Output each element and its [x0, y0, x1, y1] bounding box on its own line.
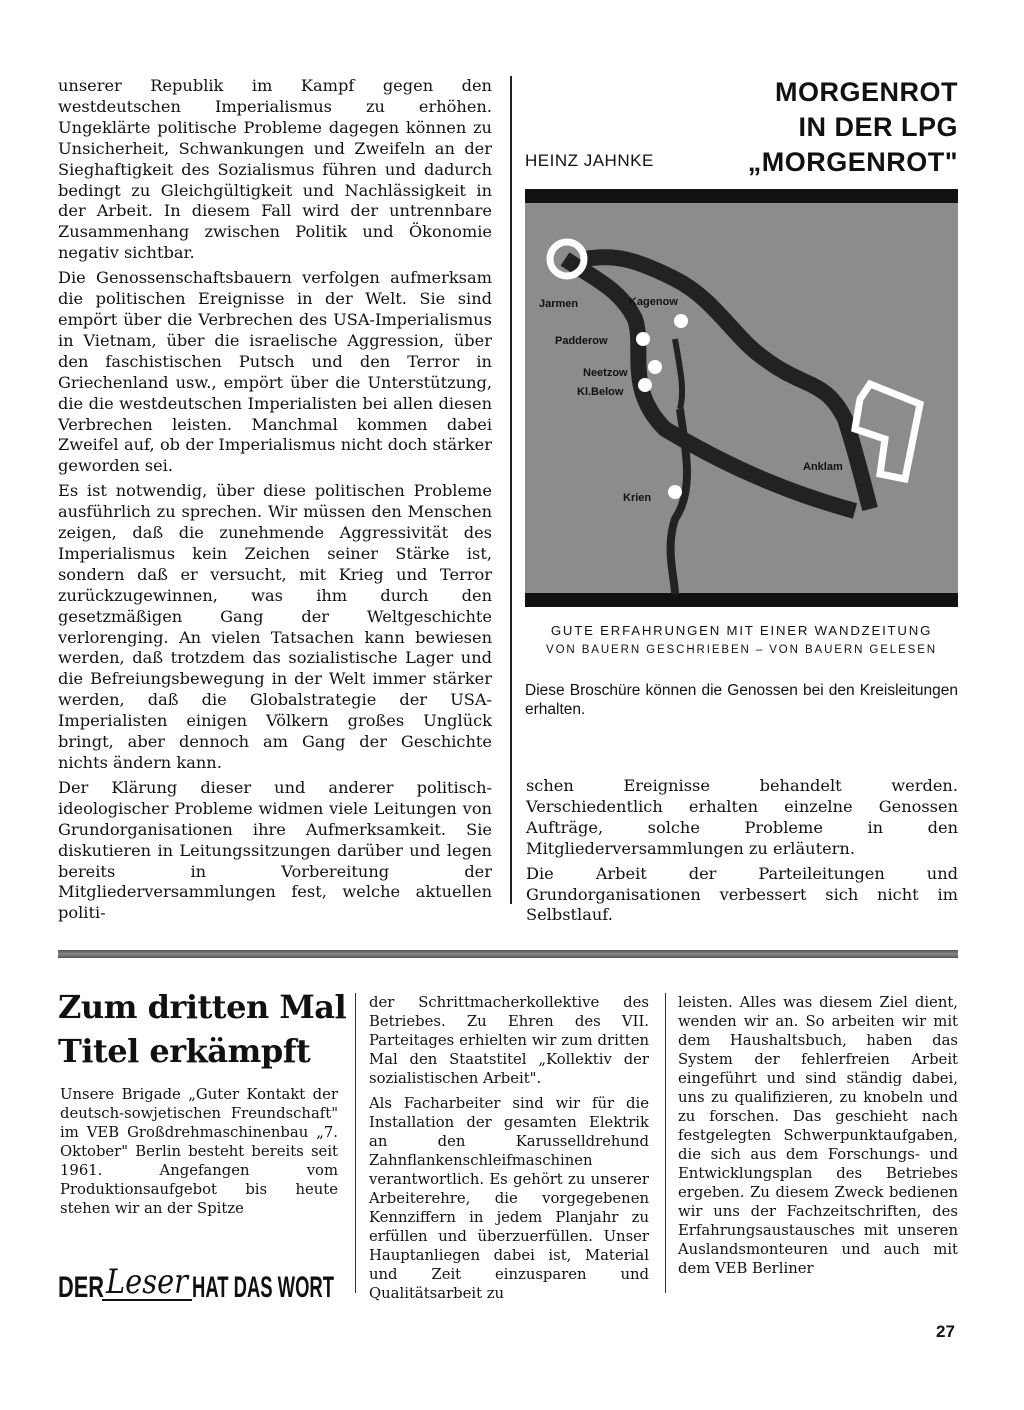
logo-script: Leser [105, 1262, 190, 1302]
map-label: Padderow [555, 335, 608, 347]
article-title-line: Titel erkämpft [58, 1032, 311, 1070]
map-label: Neetzow [583, 367, 628, 379]
map-top-bar [525, 189, 958, 203]
padderow-marker [636, 332, 650, 346]
paragraph: Die Genossenschaftsbauern verfolgen aufmerksam die politischen Ereignisse in der Welt. Sie sind empört über die Verbrechen des USA-Imperialismus in Vietnam, über die israelische Aggression, über den faschistischen Putsch und den Terror in Griechenland usw., empört über die Unterstützung, die die westdeutschen Imperialisten bei allen diesen Verbrechen leisten. Manchmal kommen dabei Zweifel auf, ob der Imperialismus nicht doch stärker geworden sei. [58, 268, 492, 476]
paragraph: Die Arbeit der Parteileitungen und Grundorganisationen verbessert sich nicht im Selbstlauf. [526, 863, 958, 925]
brochure-subcaption: VON BAUERN GESCHRIEBEN – VON BAUERN GELESEN [546, 644, 937, 656]
brochure-title-line: MORGENROT [775, 77, 958, 107]
logo-text: DER [58, 1271, 105, 1304]
author-name: HEINZ JAHNKE [525, 151, 654, 170]
article-column [369, 993, 649, 1309]
map-label: Anklam [803, 461, 843, 473]
brochure-caption: GUTE ERFAHRUNGEN MIT EINER WANDZEITUNG [550, 623, 933, 638]
left-column [58, 76, 492, 928]
article-title [58, 985, 348, 1073]
right-column [526, 776, 958, 930]
paragraph: schen Ereignisse behandelt werden. Verschiedentlich erhalten einzelne Genossen Aufträge, solche Probleme in den Mitgliederversammlungen zu erläutern. [526, 776, 958, 858]
page-number: 27 [936, 1322, 955, 1341]
brochure-title-line: „MORGENROT" [747, 147, 958, 177]
map-label: Jarmen [539, 298, 579, 310]
map-label: Kl.Below [577, 386, 624, 398]
paragraph: der Schrittmacherkollektive des Betriebes. Zu Ehren des VII. Parteitages erhielten wir zum dritten Mal den Staatstitel „Kollektiv der sozialistischen Arbeit". [369, 994, 649, 1087]
logo-text: HAT DAS WORT [192, 1271, 334, 1304]
map-label: Krien [623, 492, 652, 504]
brochure-box [525, 77, 958, 737]
paragraph: Als Facharbeiter sind wir für die Installation der gesamten Elektrik an den Karusselldrehund Zahnflankenschleifmaschinen verantwortlich. Es gehört zu unserer Arbeiterehre, die vorgegebenen Kennziffern in jedem Planjahr zu erfüllen und überzuerfüllen. Unser Hauptanliegen dabei ist, Material und Zeit einzusparen und Qualitätsarbeit zu [369, 1095, 649, 1302]
column-divider [355, 993, 356, 1293]
article-column: leisten. Alles was diesem Ziel dient, wenden wir an. So arbeiten wir mit dem Haushaltsbuch, haben das System der fehlerfreien Arbeit eingeführt und sind ständig dabei, uns zu qualifizieren, zu knobeln und zu forschen. Das geschieht nach festgelegten Schwerpunktaufgaben, die sich aus dem Forschungs- und Entwicklungsplan des Betriebes ergeben. Zu diesem Zweck bedienen wir uns der Fachzeitschriften, des Erfahrungsaustausches mit unseren Auslandsmonteuren und auch mit dem VEB Berliner [678, 994, 958, 1277]
section-divider [58, 950, 958, 958]
krien-marker [668, 485, 682, 499]
neetzow-marker [648, 360, 662, 374]
route-map [525, 189, 958, 694]
map-label: Kagenow [629, 296, 678, 308]
brochure-title-line: IN DER LPG [798, 112, 958, 142]
klbelow-marker [638, 378, 652, 392]
column-divider [510, 76, 512, 904]
map-bottom-bar [525, 593, 958, 607]
kagenow-marker [674, 314, 688, 328]
paragraph: Es ist notwendig, über diese politischen Probleme ausführlich zu sprechen. Wir müssen den Menschen zeigen, daß die zunehmende Aggressivität des Imperialismus kein Zeichen seiner Stärke ist, sondern daß er versucht, mit Krieg und Terror zurückzugewinnen, was ihm durch den gesetzmäßigen Gang der Weltgeschichte verlorenging. An vielen Tatsachen kann bewiesen werden, daß trotzdem das sozialistische Lager und die Befreiungsbewegung in der Welt immer stärker werden, daß die Globalstrategie der USA-Imperialisten einigen Völkern großes Unglück bringt, aber dennoch am Gang der Geschichte nichts ändern kann. [58, 481, 492, 772]
brochure-note: Diese Broschüre können die Genossen bei den Kreisleitungen erhalten. [525, 682, 958, 718]
article-title-line: Zum dritten Mal [58, 988, 347, 1026]
paragraph: Der Klärung dieser und anderer politisch-ideologischer Probleme widmen viele Leitungen von Grundorganisationen ihre Aufmerksamkeit. Sie diskutieren in Leitungssitzungen darüber und legen bereits in Vorbereitung der Mitgliederversammlungen fest, welche aktuellen politi- [58, 777, 492, 923]
article-intro: Unsere Brigade „Guter Kontakt der deutsch-sowjetischen Freundschaft" im VEB Großdrehmaschinenbau „7. Oktober" Berlin besteht bereits seit 1961. Angefangen vom Produktionsaufgebot bis heute stehen wir an der Spitze [60, 1086, 338, 1217]
paragraph: unserer Republik im Kampf gegen den westdeutschen Imperialismus zu erhöhen. Ungeklärte politische Probleme dagegen können zu Unsicherheit, Schwankungen und Zweifeln an der Sieghaftigkeit des Sozialismus führen und dadurch bedingt zu Gleichgültigkeit und Nachlässigkeit in der Arbeit. In diesem Fall wird der untrennbare Zusammenhang zwischen Politik und Ökonomie negativ sichtbar. [58, 76, 492, 263]
leser-logo [58, 1253, 338, 1313]
column-divider [665, 993, 666, 1293]
